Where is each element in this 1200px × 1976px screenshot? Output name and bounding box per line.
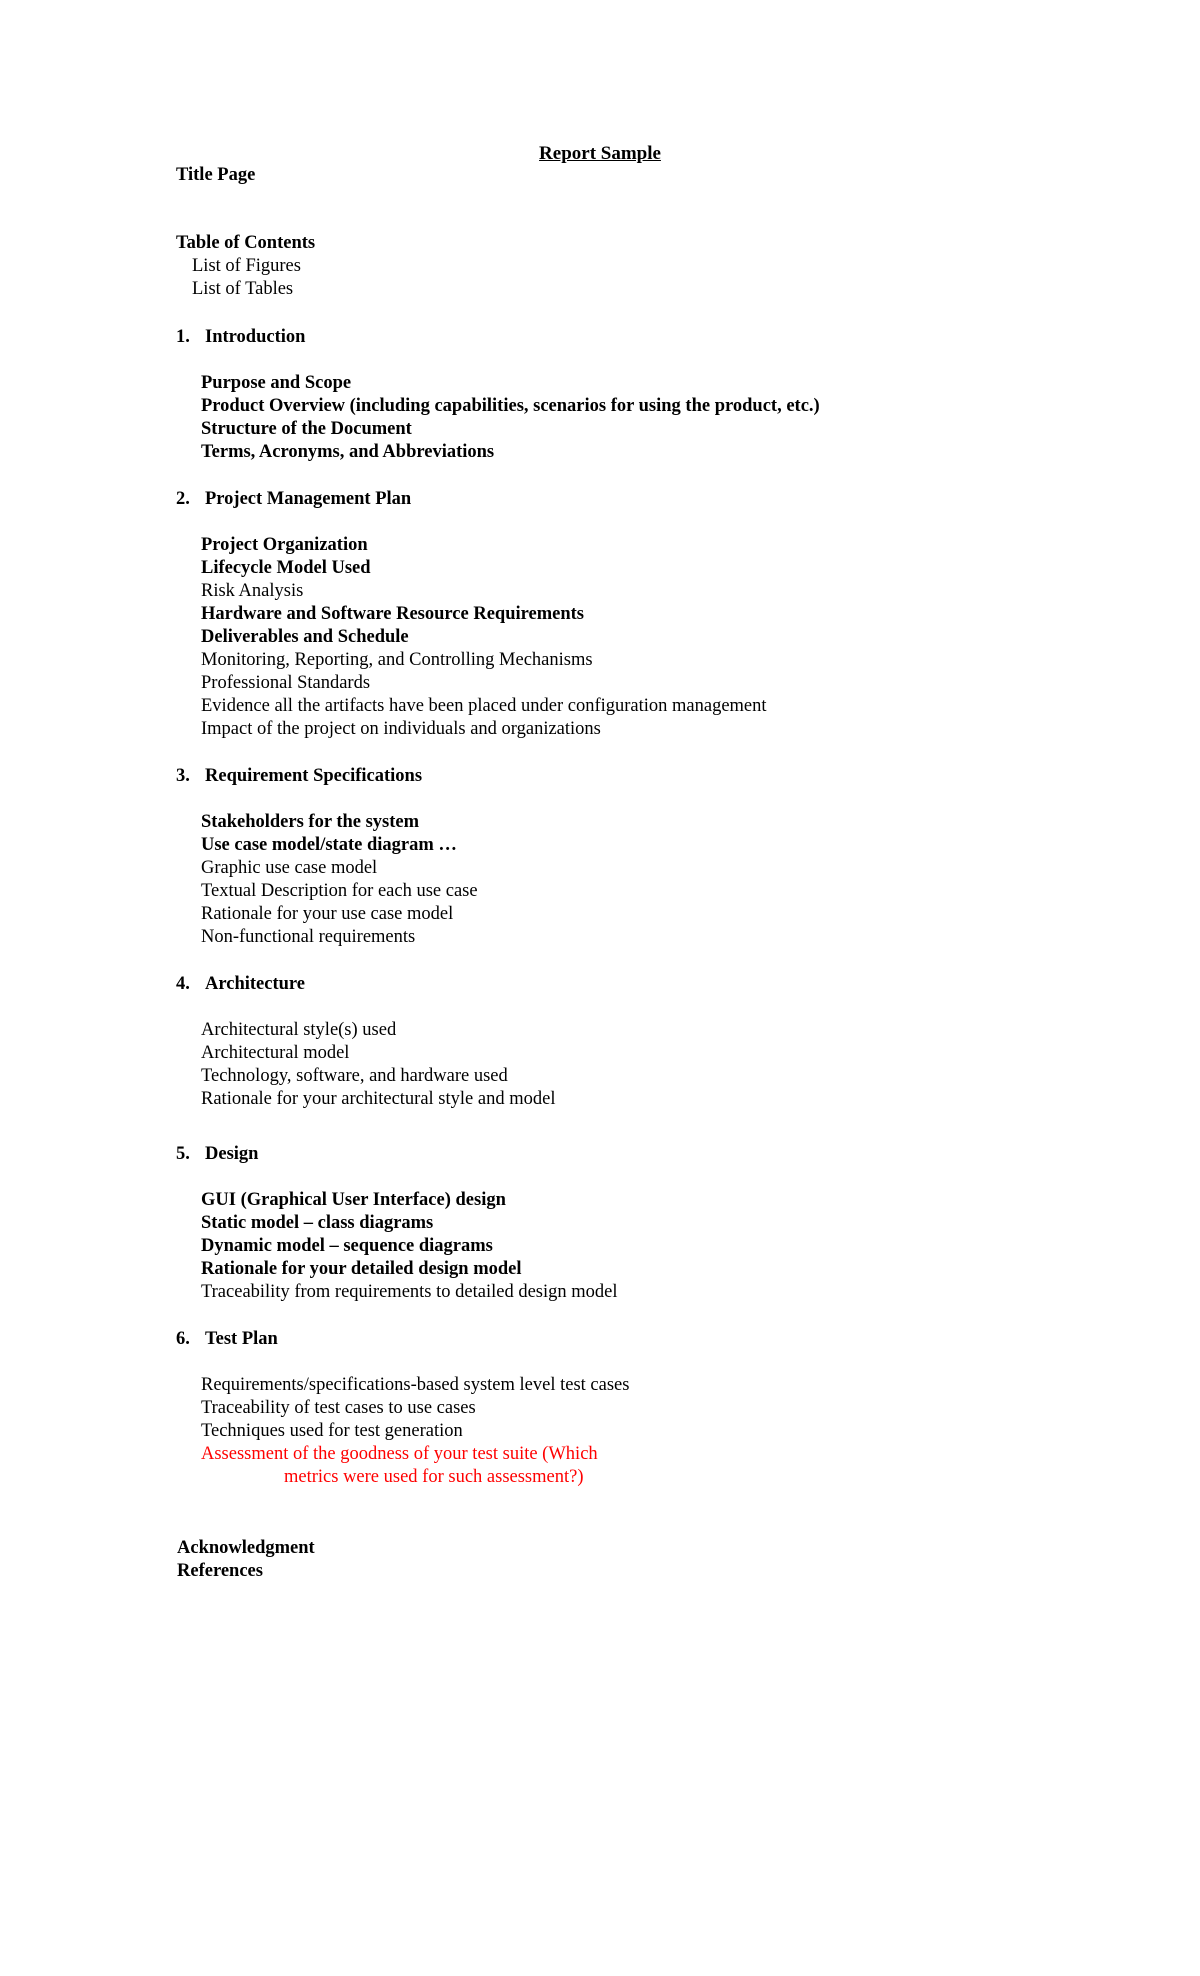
- title-page-heading: Title Page: [176, 165, 256, 185]
- section-item: Purpose and Scope: [201, 373, 352, 393]
- section-item: Hardware and Software Resource Requirements: [201, 604, 584, 624]
- section-number: 6.: [176, 1329, 190, 1349]
- acknowledgment-heading: Acknowledgment: [177, 1538, 315, 1558]
- section-item: Architectural style(s) used: [201, 1020, 397, 1040]
- section-title: Requirement Specifications: [205, 766, 423, 786]
- section-number: 4.: [176, 974, 190, 994]
- section-item: Deliverables and Schedule: [201, 627, 409, 647]
- section-item: Rationale for your architectural style and model: [201, 1089, 556, 1109]
- section-item: Use case model/state diagram …: [201, 835, 457, 855]
- section-heading-architecture: [176, 973, 305, 995]
- section-item: GUI (Graphical User Interface) design: [201, 1190, 506, 1210]
- section-number: 3.: [176, 766, 190, 786]
- section-item: Impact of the project on individuals and organizations: [201, 719, 601, 739]
- section-item: Monitoring, Reporting, and Controlling Mechanisms: [201, 650, 593, 670]
- section-item: Project Organization: [201, 535, 368, 555]
- section-item: Risk Analysis: [201, 581, 304, 601]
- section-item: Rationale for your detailed design model: [201, 1259, 522, 1279]
- section-item: Architectural model: [201, 1043, 350, 1063]
- section-title: Introduction: [205, 327, 306, 347]
- section-item: Evidence all the artifacts have been placed under configuration management: [201, 696, 767, 716]
- section-title: Design: [205, 1144, 259, 1164]
- section-item: Textual Description for each use case: [201, 881, 478, 901]
- section-item: Terms, Acronyms, and Abbreviations: [201, 442, 495, 462]
- section-item-highlighted-continuation: metrics were used for such assessment?): [284, 1467, 584, 1487]
- section-title: Test Plan: [205, 1329, 278, 1349]
- section-item: Structure of the Document: [201, 419, 412, 439]
- document-title: Report Sample: [539, 143, 661, 164]
- section-item: Static model – class diagrams: [201, 1213, 434, 1233]
- section-item-highlighted: Assessment of the goodness of your test suite (Which: [201, 1444, 598, 1464]
- section-item: Techniques used for test generation: [201, 1421, 463, 1441]
- section-item: Requirements/specifications-based system level test cases: [201, 1375, 630, 1395]
- toc-heading: Table of Contents: [176, 233, 316, 253]
- section-heading-project-management-plan: [176, 488, 411, 510]
- toc-item-list-of-tables: List of Tables: [192, 279, 294, 299]
- section-item: Lifecycle Model Used: [201, 558, 371, 578]
- section-title: Architecture: [205, 974, 305, 994]
- section-heading-requirement-specifications: [176, 765, 422, 787]
- section-title: Project Management Plan: [205, 489, 412, 509]
- section-heading-design: [176, 1143, 258, 1165]
- section-item: Non-functional requirements: [201, 927, 416, 947]
- section-item: Graphic use case model: [201, 858, 378, 878]
- section-heading-introduction: [176, 326, 305, 348]
- section-item: Technology, software, and hardware used: [201, 1066, 508, 1086]
- section-item: Rationale for your use case model: [201, 904, 454, 924]
- section-item: Traceability from requirements to detailed design model: [201, 1282, 618, 1302]
- section-item: Stakeholders for the system: [201, 812, 420, 832]
- section-number: 2.: [176, 489, 190, 509]
- toc-item-list-of-figures: List of Figures: [192, 256, 301, 276]
- section-item: Product Overview (including capabilities, scenarios for using the product, etc.): [201, 396, 820, 416]
- section-heading-test-plan: [176, 1328, 278, 1350]
- section-number: 5.: [176, 1144, 190, 1164]
- section-number: 1.: [176, 327, 190, 347]
- section-item: Dynamic model – sequence diagrams: [201, 1236, 493, 1256]
- section-item: Traceability of test cases to use cases: [201, 1398, 476, 1418]
- references-heading: References: [177, 1561, 263, 1581]
- section-item: Professional Standards: [201, 673, 371, 693]
